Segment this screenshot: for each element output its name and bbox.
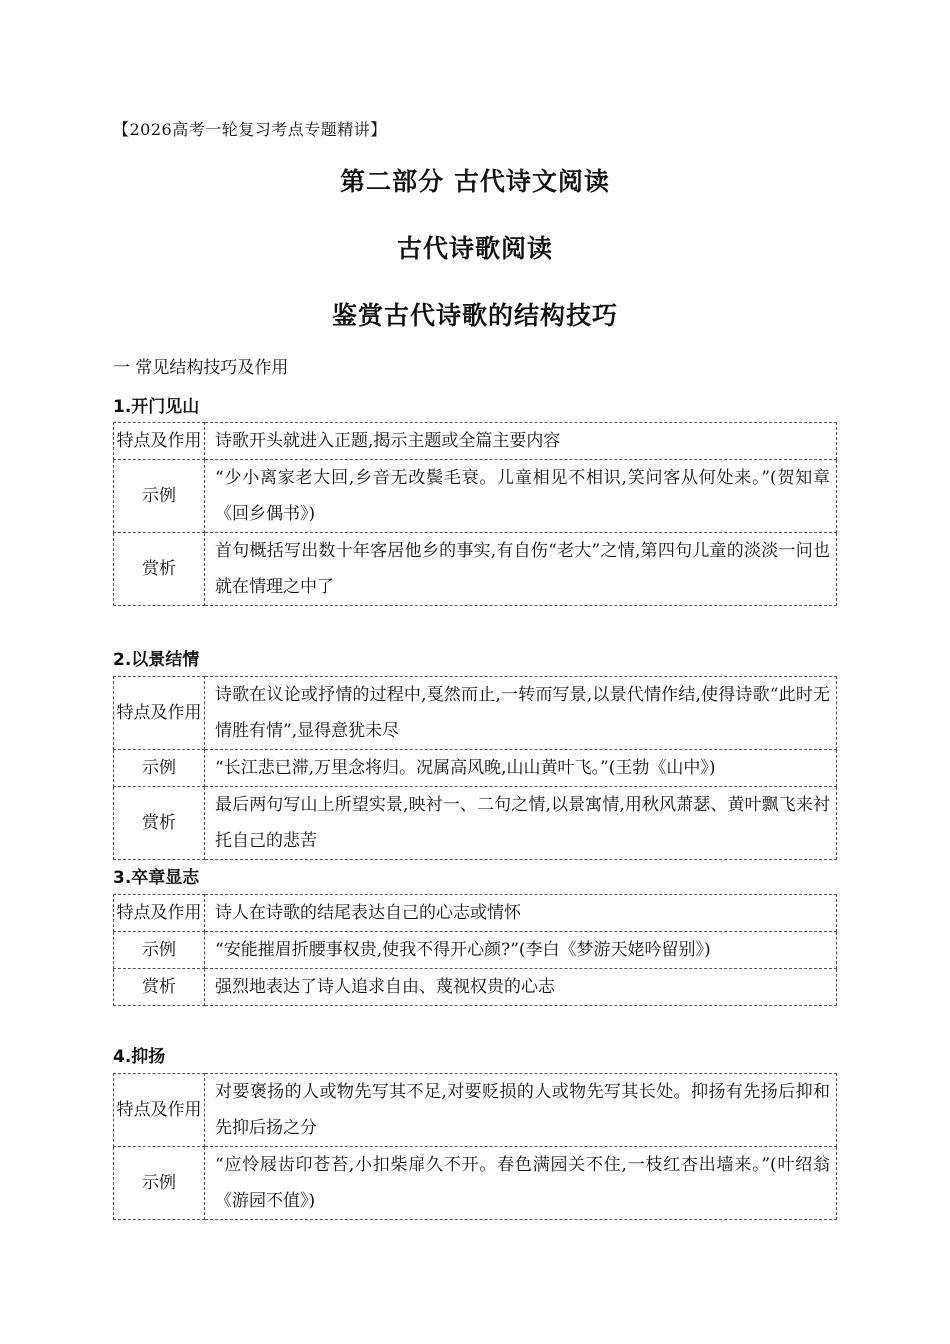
table-row bbox=[114, 1074, 837, 1147]
table-row bbox=[114, 932, 837, 969]
technique-heading-1: 1.开门见山 bbox=[113, 397, 200, 417]
technique-heading-2: 2.以景结情 bbox=[113, 650, 200, 670]
table-row bbox=[114, 1147, 837, 1220]
table-row bbox=[114, 750, 837, 787]
row-label: 特点及作用 bbox=[114, 1074, 205, 1147]
row-content: 最后两句写山上所望实景,映衬一、二句之情,以景寓情,用秋风萧瑟、黄叶飘飞来衬托自己的悲苦 bbox=[205, 787, 837, 860]
row-label: 特点及作用 bbox=[114, 677, 205, 750]
row-content: “长江悲已滞,万里念将归。况属高风晚,山山黄叶飞。”(王勃《山中》) bbox=[205, 750, 837, 787]
row-content: 对要褒扬的人或物先写其不足,对要贬损的人或物先写其长处。抑扬有先扬后抑和先抑后扬之分 bbox=[205, 1074, 837, 1147]
part-title: 第二部分 古代诗文阅读 bbox=[340, 167, 610, 196]
row-content: 强烈地表达了诗人追求自由、蔑视权贵的心志 bbox=[205, 969, 837, 1006]
technique-table-2 bbox=[113, 676, 837, 860]
row-content: “少小离家老大回,乡音无改鬓毛衰。儿童相见不相识,笑问客从何处来。”(贺知章《回乡偶书》) bbox=[205, 460, 837, 533]
chapter-title: 古代诗歌阅读 bbox=[396, 234, 553, 263]
row-label: 赏析 bbox=[114, 533, 205, 606]
section-heading: 一 常见结构技巧及作用 bbox=[113, 358, 289, 378]
series-note: 【2026高考一轮复习考点专题精讲】 bbox=[113, 120, 387, 139]
row-label: 示例 bbox=[114, 932, 205, 969]
row-content: 诗人在诗歌的结尾表达自己的心志或情怀 bbox=[205, 895, 837, 932]
table-row bbox=[114, 423, 837, 460]
table-row bbox=[114, 533, 837, 606]
table-row bbox=[114, 895, 837, 932]
row-content: 诗歌开头就进入正题,揭示主题或全篇主要内容 bbox=[205, 423, 837, 460]
row-label: 示例 bbox=[114, 1147, 205, 1220]
technique-table-3 bbox=[113, 894, 837, 1006]
table-row bbox=[114, 460, 837, 533]
technique-heading-4: 4.抑扬 bbox=[113, 1047, 166, 1067]
row-label: 示例 bbox=[114, 750, 205, 787]
topic-title: 鉴赏古代诗歌的结构技巧 bbox=[331, 301, 618, 330]
technique-table-1 bbox=[113, 422, 837, 606]
technique-table-4 bbox=[113, 1073, 837, 1220]
technique-heading-3: 3.卒章显志 bbox=[113, 868, 200, 888]
row-content: 诗歌在议论或抒情的过程中,戛然而止,一转而写景,以景代情作结,使得诗歌“此时无情胜有情”,显得意犹未尽 bbox=[205, 677, 837, 750]
table-row bbox=[114, 677, 837, 750]
row-content: “安能摧眉折腰事权贵,使我不得开心颜?”(李白《梦游天姥吟留别》) bbox=[205, 932, 837, 969]
row-content: “应怜屐齿印苍苔,小扣柴扉久不开。春色满园关不住,一枝红杏出墙来。”(叶绍翁《游园不值》) bbox=[205, 1147, 837, 1220]
row-label: 示例 bbox=[114, 460, 205, 533]
row-content: 首句概括写出数十年客居他乡的事实,有自伤“老大”之情,第四句儿童的淡淡一问也就在情理之中了 bbox=[205, 533, 837, 606]
row-label: 赏析 bbox=[114, 787, 205, 860]
table-row bbox=[114, 787, 837, 860]
row-label: 特点及作用 bbox=[114, 895, 205, 932]
table-row bbox=[114, 969, 837, 1006]
row-label: 特点及作用 bbox=[114, 423, 205, 460]
row-label: 赏析 bbox=[114, 969, 205, 1006]
